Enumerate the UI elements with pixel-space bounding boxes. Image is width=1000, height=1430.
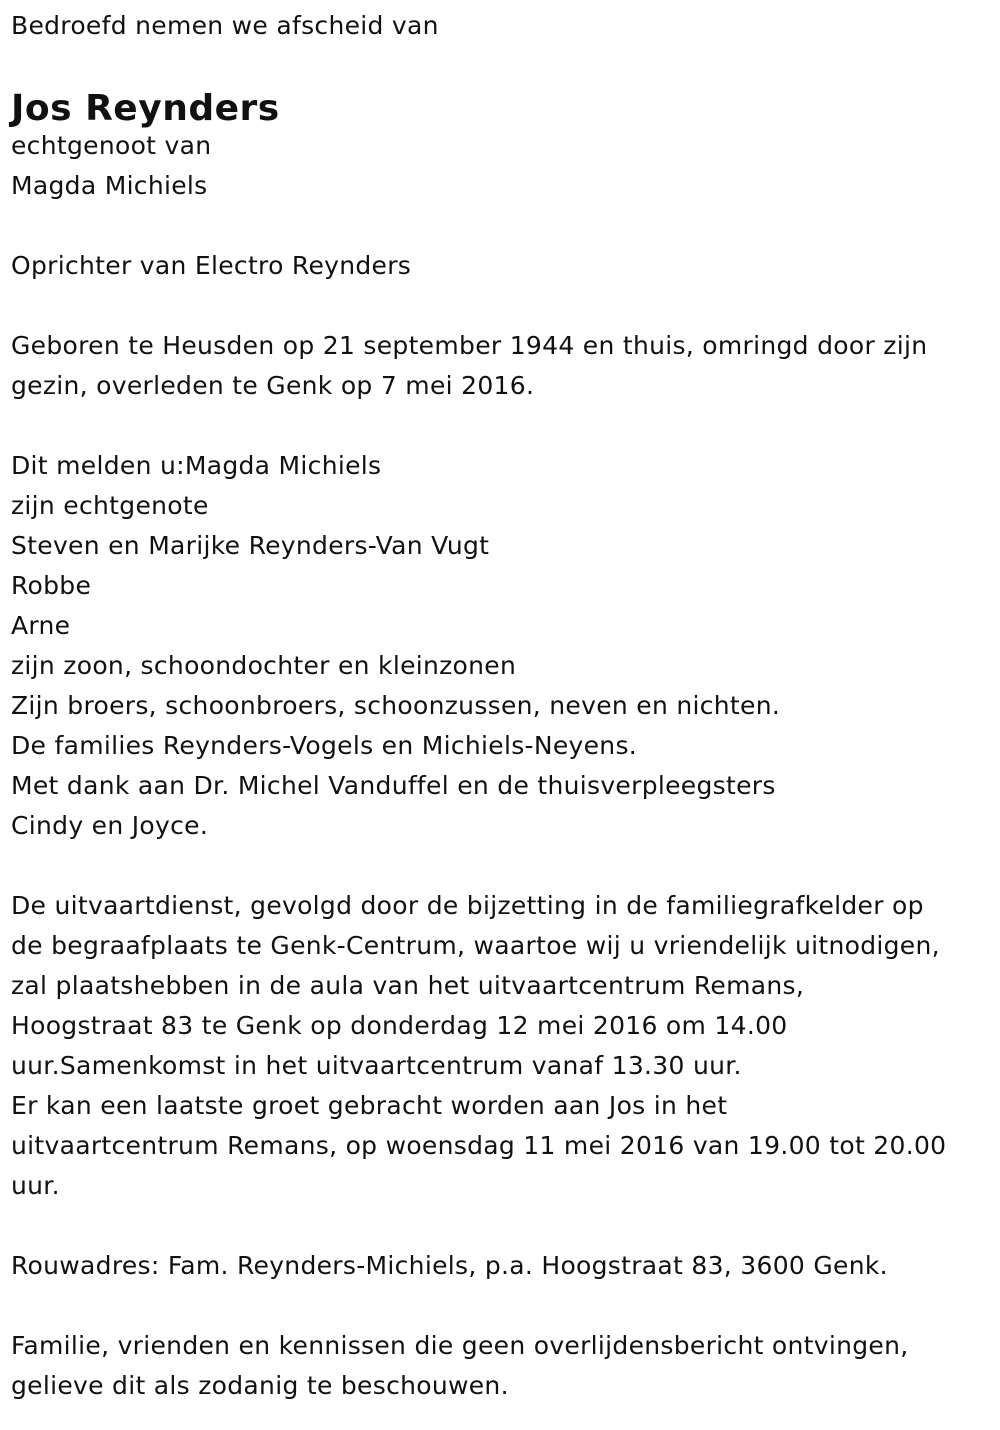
announcer-line: De families Reynders-Vogels en Michiels-Neyens. [11,731,638,760]
announcer-line: Robbe [11,571,92,600]
spacer [11,406,991,446]
funeral-line: zal plaatshebben in de aula van het uitvaartcentrum Remans, [11,971,805,1000]
announcer-line: Steven en Marijke Reynders-Van Vugt [11,531,490,560]
announcer-line: Cindy en Joyce. [11,811,209,840]
spouse-line: Magda Michiels [11,171,208,200]
spacer [11,286,991,326]
obituary-notice [11,6,991,1406]
spacer [11,206,991,246]
announcer-line: zijn zoon, schoondochter en kleinzonen [11,651,517,680]
announcer-line: zijn echtgenote [11,491,209,520]
birth-death-line: gezin, overleden te Genk op 7 mei 2016. [11,371,535,400]
funeral-line: uitvaartcentrum Remans, op woensdag 11 mei 2016 van 19.00 tot 20.00 [11,1131,947,1160]
spacer [11,1206,991,1246]
deceased-name: Jos Reynders [11,88,280,129]
funeral-line: uur. [11,1171,60,1200]
spacer [11,1286,991,1326]
closing-line: gelieve dit als zodanig te beschouwen. [11,1371,509,1400]
funeral-line: Er kan een laatste groet gebracht worden aan Jos in het [11,1091,728,1120]
spacer [11,46,991,86]
spacer [11,846,991,886]
announcer-line: Arne [11,611,71,640]
announcer-line: Zijn broers, schoonbroers, schoonzussen, neven en nichten. [11,691,781,720]
announcer-line: Dit melden u:Magda Michiels [11,451,382,480]
intro-line: Bedroefd nemen we afscheid van [11,11,439,40]
birth-death-line: Geboren te Heusden op 21 september 1944 en thuis, omringd door zijn [11,331,928,360]
funeral-line: Hoogstraat 83 te Genk op donderdag 12 mei 2016 om 14.00 [11,1011,788,1040]
funeral-line: de begraafplaats te Genk-Centrum, waartoe wij u vriendelijk uitnodigen, [11,931,940,960]
funeral-line: De uitvaartdienst, gevolgd door de bijzetting in de familiegrafkelder op [11,891,924,920]
founder-line: Oprichter van Electro Reynders [11,251,412,280]
announcer-line: Met dank aan Dr. Michel Vanduffel en de thuisverpleegsters [11,771,776,800]
closing-line: Familie, vrienden en kennissen die geen overlijdensbericht ontvingen, [11,1331,909,1360]
spouse-line: echtgenoot van [11,131,212,160]
funeral-line: uur.Samenkomst in het uitvaartcentrum vanaf 13.30 uur. [11,1051,742,1080]
mourning-address-line: Rouwadres: Fam. Reynders-Michiels, p.a. Hoogstraat 83, 3600 Genk. [11,1251,888,1280]
